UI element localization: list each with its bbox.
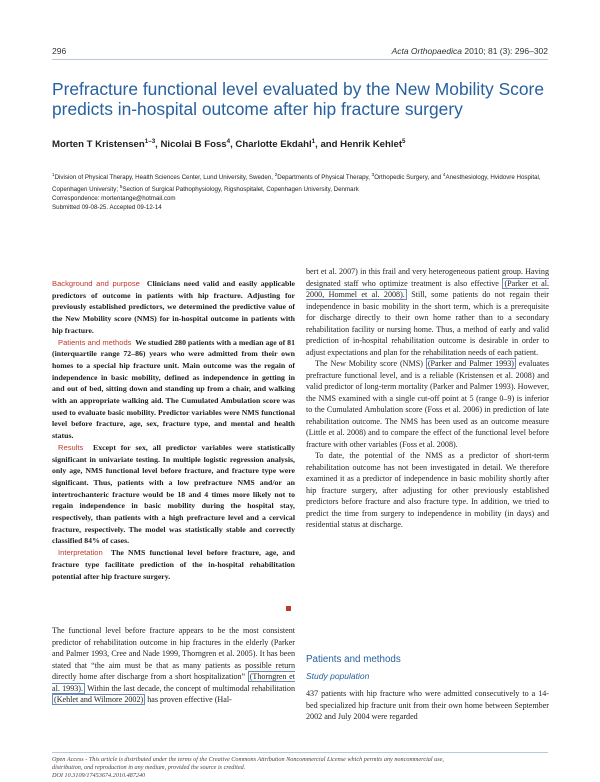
abstract-background-text: Clinicians need valid and easily applicable predictors of outcome in patients with hip fracture. Adjusting for previously established predictors, we determined the predictive value of the New Mobility score (NMS) for in-hospital outcome in patients with hip fracture.	[52, 279, 295, 335]
header-divider	[52, 59, 548, 60]
reference-link[interactable]: (Parker and Palmer 1993)	[427, 359, 514, 368]
affiliations: $^1$Division of Physical Therapy, Health Sciences Center, Lund University, Sweden, $^2$Departments of Physical Therapy, $^3$Orthopedic Surgery, and $^4$Anesthesiology, Hvidovre Hospital, Copenhagen University; $^5$Section of Surgical Pathophysiology, Rigshospitalet, Copenhagen University, Denmark	[52, 172, 541, 193]
abstract-interpretation	[52, 547, 295, 582]
doi: DOI 10.3109/17453674.2010.487240	[52, 772, 146, 779]
intro-left-column	[52, 625, 295, 706]
intro-text: Within the last decade, the concept of multimodal rehabilitation	[85, 683, 296, 693]
journal-name: Acta Orthopaedica	[391, 46, 462, 56]
footer-divider	[52, 752, 548, 753]
abstract-results	[52, 442, 295, 547]
license-line-2: distribution, and reproduction in any medium, provided the source is credited.	[52, 764, 246, 771]
section-heading: Patients and methods	[306, 654, 401, 665]
reference-link[interactable]: (Parker et al. 2000, Hommel et al. 2008).	[306, 278, 550, 299]
article-title: Prefracture functional level evaluated by the New Mobility Score predicts in-hospital outcome after hip fracture surgery	[52, 79, 545, 119]
affiliations-block	[52, 171, 552, 212]
intro-paragraph-1-cont	[306, 266, 549, 358]
intro-text: Still, some patients do not regain their independence in basic mobility in the short term, which is a prerequisite for discharge directly to their own home rather than to a secondary rehabilitation facility or nursing home. Thus, a method of early and valid prediction of in-hospital rehabilitation outcome is desirable in order to adjust expectations and plan for the rehabilitation needs of each patient.	[306, 290, 549, 357]
license-line-1: Open Access - This article is distributed under the terms of the Creative Commons Attribution Noncommercial License which permits any noncommercial use,	[52, 756, 444, 763]
abstract-end-mark	[286, 606, 291, 611]
abstract-methods-text: We studied 280 patients with a median age of 81 (interquartile range 72–86) years who were admitted from their own homes to a special hip fracture unit. Main outcome was the regain of independence in basic mobility, defined as independence in getting in and out of bed, sitting down and standing up from a chair, and walking with an appropriate walking aid. The Cumulated Ambulation score was used to evaluate basic mobility. Predictor variables were NMS functional level before fracture, age, sex, fracture type, and mental and health status.	[52, 337, 295, 441]
abstract-background	[52, 278, 295, 337]
journal-citation	[392, 46, 548, 56]
intro-text: bert et al. 2007) in this frail and very heterogeneous patient group. Having designated staff who optimize treatment is also effective	[306, 267, 549, 288]
abstract-results-text: Except for sex, all predictor variables were statistically significant in univariate testing. In multiple logistic regression analysis, only age, NMS functional level before fracture, and fracture type were significant. Thus, patients with a low prefracture NMS and/or an intertrochanteric fracture would be 18 and 4 times more likely not to regain independence in basic mobility during the hospital stay, respectively, than patients with a high prefracture level and a cervical fracture, respectively. The model was statistically stable and correctly classified 84% of cases.	[52, 442, 295, 546]
subsection-heading: Study population	[306, 671, 370, 681]
intro-text: The functional level before fracture appears to be the most consistent predictor of rehabilitation outcome in hip fractures in the elderly (Parker and Palmer 1993, Cree and Nade 1999, Thorngren et al. 2005). It has been stated that “the aim must be that as many patients as possible return directly home after discharge from a short hospitalization”	[52, 626, 295, 681]
intro-text: evaluates prefracture functional level, and is a reliable (Kristensen et al. 2008) and valid predictor of long-term mortality (Parker and Palmer 1993). However, the NMS examined with a single cut-off point at 5 (range 0–9) is inferior to the Cumulated Ambulation score (Foss et al. 2006) in prediction of late rehabilitation outcome. The NMS has been used as an outcome measure (Little et al. 2008) and to compare the effect of the functional level before fracture with other variables (Foss et al. 2008).	[306, 359, 550, 449]
intro-right-column	[306, 266, 549, 531]
author-list: Morten T Kristensen$^{1-3}$, Nicolai B Foss$^4$, Charlotte Ekdahl$^1$, and Henrik Kehlet$^5$	[52, 138, 406, 151]
page-number: 296	[52, 46, 67, 56]
footer	[52, 756, 548, 780]
intro-paragraph-3: To date, the potential of the NMS as a predictor of short-term rehabilitation outcome has not been investigated in detail. We therefore examined it as a predictor of independence in basic mobility shortly after hip fracture surgery, after adjusting for other previously established predictors before fracture and also fracture type. In addition, we tried to predict the time from surgery to independence in mobility (in days) and residential status at discharge.	[306, 451, 549, 529]
abstract-background-head: Background and purpose	[52, 279, 140, 288]
methods-paragraph: 437 patients with hip fracture who were admitted consecutively to a 14-bed specialized hip fracture unit from their own home between September 2002 and July 2004 were regarded	[306, 689, 549, 721]
reference-link[interactable]: (Kehlet and Wilmore 2002)	[54, 695, 144, 704]
reference-link[interactable]: (Thorngren et al. 1993).	[52, 672, 295, 693]
abstract-methods-head: Patients and methods	[58, 337, 132, 347]
submission-dates: Submitted 09-08-25. Accepted 09-12-14	[52, 203, 162, 211]
abstract	[52, 278, 295, 582]
abstract-interpretation-head: Interpretation	[58, 548, 103, 558]
correspondence: Correspondence: mortentange@hotmail.com	[52, 194, 176, 202]
abstract-methods	[52, 337, 295, 442]
intro-paragraph-2	[306, 358, 549, 450]
intro-text: has proven effective (Hal-	[145, 695, 232, 704]
intro-text: The New Mobility score (NMS)	[315, 359, 426, 368]
journal-issue: 2010; 81 (3): 296–302	[464, 46, 548, 56]
intro-paragraph-1	[52, 625, 295, 706]
abstract-interpretation-text: The NMS functional level before fracture, age, and fracture type facilitate prediction of the in-hospital rehabilitation potential after hip fracture surgery.	[52, 548, 295, 581]
methods-text	[306, 688, 549, 723]
abstract-results-head: Results	[58, 442, 84, 452]
